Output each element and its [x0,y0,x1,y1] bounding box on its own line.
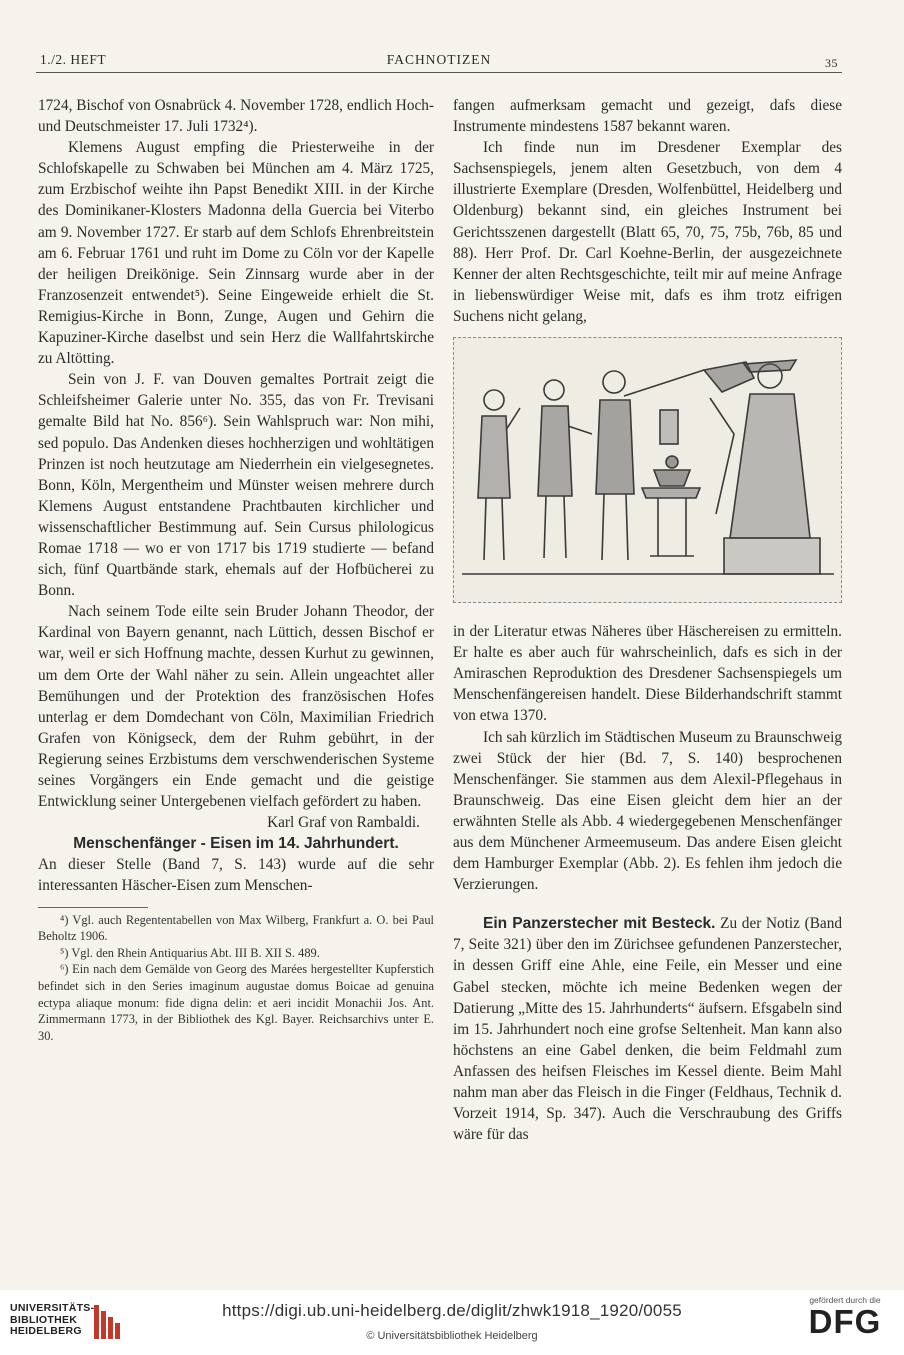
section-paragraph: An dieser Stelle (Band 7, S. 143) wurde auf die sehr interessanten Häscher-Eisen zum Menschen- [38,856,434,895]
section-heading: Ein Panzerstecher mit Besteck. [483,915,716,933]
right-paragraph: Ich sah kürzlich im Städtischen Museum zu Braunschweig zwei Stück der hier (Bd. 7, S. 140) besprochenen Menschenfänger. Sie stammen aus dem Alexil-Pflegehaus in Braunschweig. Das eine Eisen gleicht dem hier an der erwähnten Stelle als Abb. 4 wiedergegebenen Menschenfänger aus dem Münchener Armeemuseum. Das andere Eisen gleicht dem Hamburger Exemplar (Abb. 2). Es fehlen ihm jedoch die Verzierungen. [453,728,842,894]
issue-label: 1./2. HEFT [40,52,107,67]
left-paragraph: Klemens August empfing die Priesterweihe in der Schlofskapelle zu Schwaben bei München am 4. März 1725, zum Erzbischof weihte ihn Papst Benedikt XIII. in der Kirche des Dominikaner-Klosters Madonna della Guercia bei Viterbo am 9. November 1727. Er starb auf dem Schlofs Ehrenbreitstein am 6. Februar 1761 und ruht im Dome zu Cöln vor der Kapelle der heiligen Dreikönige. Sein Zinnsarg wurde aber in der Franzosenzeit entwendet⁵). Seine Eingeweide erhielt die St. Remigius-Kirche in Bonn, Zunge, Augen und Gehirn die Kapuziner-Kirche daselbst und sein Herz die Wallfahrtskirche zu Altötting. [38,139,434,368]
funding-note: gefördert durch die [809,1295,881,1305]
illustration-drawing [454,338,841,602]
permalink-url[interactable]: https://digi.ub.uni-heidelberg.de/diglit/zhwk1918_1920/0055 [222,1301,682,1320]
author-signature: Karl Graf von Rambaldi. [267,814,420,832]
right-paragraph: fangen aufmerksam gemacht und gezeigt, dafs diese Instrumente mindestens 1587 bekannt waren. [453,97,842,136]
copyright-notice: © Universitätsbibliothek Heidelberg [366,1330,538,1342]
page-number: 35 [825,56,838,70]
running-header [36,50,842,73]
illustration-sachsenspiegel-scene [453,337,842,603]
footnotes [38,907,434,1045]
footnote: ⁶) Ein nach dem Gemälde von Georg des Marées hergestellter Kupferstich befindet sich in den Series imaginum augustae domus Boicae ad genuina ectypa aliaque monum: fide digna delin: et aeri incidit Monachii Jos. Ant. Zimmermann 1773, in der Bibliothek des Kgl. Bayer. Reichsarchivs unter E. 30. [38,962,434,1043]
section-body: Zu der Notiz (Band 7, Seite 321) über den im Zürichsee gefundenen Panzerstecher, in dessen Griff eine Ahle, eine Feile, ein Messer und eine Gabel stecken, möchte ich meine Bedenken wegen der Datierung „Mitte des 15. Jahrhunderts“ äufsern. Efsgabeln sind im 15. Jahrhundert noch eine grofse Seltenheit. Man kann also höchstens an eine Gabel denken, die beim Feldmahl zum Anfassen des heifsen Fleisches im Kessel diente. Beim Mahl nahm man aber das Fleisch in die Finger (Feldhaus, Technik d. Vorzeit 1914, Sp. 347). Auch die Verschraubung des Griffs wäre für das [453,915,842,1144]
left-column [38,95,434,1044]
right-paragraph: in der Literatur etwas Näheres über Häschereisen zu ermitteln. Er halte es aber auch für wahrscheinlich, dafs es sich in der Amiraschen Reproduktion des Dresdener Sachsenspiegels um Menschenfängereisen handelt. Diese Bilderhandschrift stammt von etwa 1370. [453,623,842,725]
dfg-logo [800,1295,890,1339]
viewer-footer [0,1290,904,1355]
footnote: ⁴) Vgl. auch Regententabellen von Max Wilberg, Frankfurt a. O. bei Paul Beholtz 1906. [38,912,434,944]
footnote: ⁵) Vgl. den Rhein Antiquarius Abt. III B. XII S. 489. [60,945,320,960]
right-paragraph: Ich finde nun im Dresdener Exemplar des Sachsenspiegels, jenem alten Gesetzbuch, von dem 4 illustrierte Exemplare (Dresden, Wolfenbüttel, Heidelberg und Oldenburg) bekannt sind, ein gleiches Instrument bei Gerichtsszenen dargestellt (Blatt 65, 70, 75, 75b, 76b, 85 und 88). Herr Prof. Dr. Carl Koehne-Berlin, der ausgezeichnete Kenner der alten Rechtsgeschichte, teilt mir auf meine Anfrage in liebenswürdiger Weise mit, dafs es ihm trotz eifrigen Suchens nicht gelang, [453,139,842,325]
library-name: UNIVERSITÄTS- BIBLIOTHEK HEIDELBERG [10,1302,95,1337]
left-paragraph: Sein von J. F. van Douven gemaltes Portrait zeigt die Schleifsheimer Galerie unter No. 355, das von Fr. Trevisani gemalte Bild hat No. 856⁶). Sein Wahlspruch war: Non mihi, sed populo. Das Andenken dieses hochherzigen und wohltätigen Prinzen ist noch heutzutage am Niederrhein ein vielgesegnetes. Bonn, Köln, Mergentheim und Münster weisen mehrere durch Klemens August entstandene Prachtbauten kirchlicher und wissenschaftlicher Bestimmung auf. Sein Cursus philologicus Romae 1718 — wo er von 1717 bis 1719 studierte — befand sich, fünf Quartbände stark, ehemals auf der Hofbücherei zu Bonn. [38,371,434,600]
section-paragraph [453,913,842,1145]
left-paragraph: Nach seinem Tode eilte sein Bruder Johann Theodor, der Kardinal von Bayern genannt, nach Lüttich, dessen Bischof er war, weil er sich Hoffnung machte, dessen Kurhut zu gewinnen, um dem Orte der Wahl näher zu sein. Allein ungeachtet aller Bemühungen und der Protektion des französischen Hofes unterlag er dem Domdechant von Cöln, Maximilian Friedrich Grafen von Königseck, dem der Ruhm gebührt, in der Regierung seines Erzbistums dem verschwenderischen Systeme seines Vorgängers ein Ende gemacht und die geistige Entwicklung seiner Untergebenen vielfach gefördert zu haben. [38,603,434,811]
footnote-divider [38,907,148,908]
funder-logo: DFG [808,1303,882,1340]
left-paragraph: 1724, Bischof von Osnabrück 4. November 1728, endlich Hoch- und Deutschmeister 17. Juli 1732⁴). [38,97,434,136]
right-column [453,95,842,1145]
section-label: FACHNOTIZEN [386,52,492,67]
section-heading: Menschenfänger - Eisen im 14. Jahrhundert. [73,835,399,853]
